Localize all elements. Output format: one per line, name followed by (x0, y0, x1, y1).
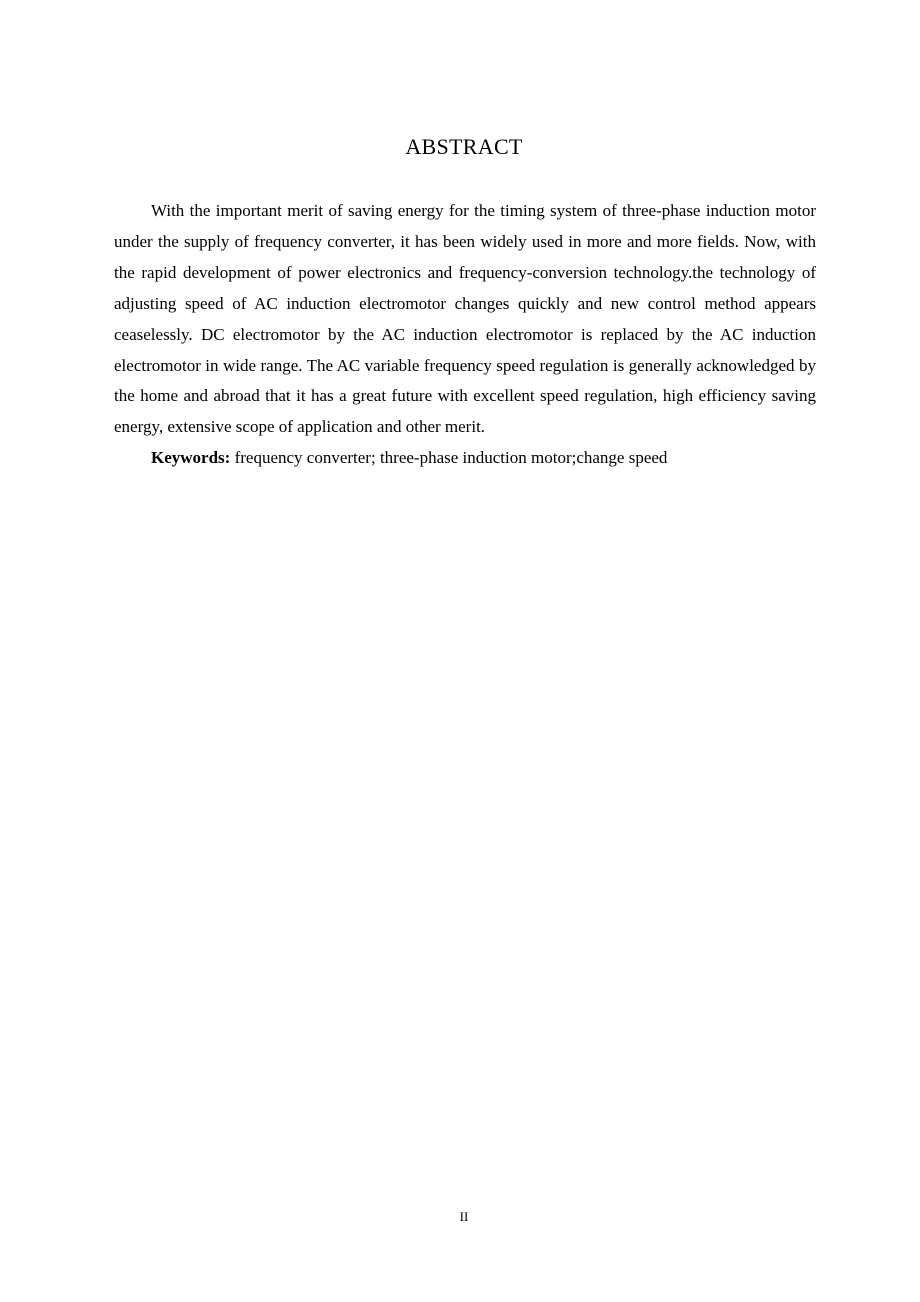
keywords-label: Keywords: (151, 448, 231, 468)
keywords-line (114, 443, 816, 474)
page-number: II (459, 1209, 469, 1224)
abstract-body (114, 196, 816, 474)
keywords-text: frequency converter; three-phase induction motor;change speed (234, 448, 668, 468)
page-title: ABSTRACT (405, 134, 523, 159)
abstract-paragraph: With the important merit of saving energy for the timing system of three-phase induction motor under the supply of frequency converter, it has been widely used in more and more fields. Now, with the rapid development of power electronics and frequency-conversion technology.the technology of adjusting speed of AC induction electromotor changes quickly and new control method appears ceaselessly. DC electromotor by the AC induction electromotor is replaced by the AC induction electromotor in wide range. The AC variable frequency speed regulation is generally acknowledged by the home and abroad that it has a great future with excellent speed regulation, high efficiency saving energy, extensive scope of application and other merit. (114, 201, 816, 437)
